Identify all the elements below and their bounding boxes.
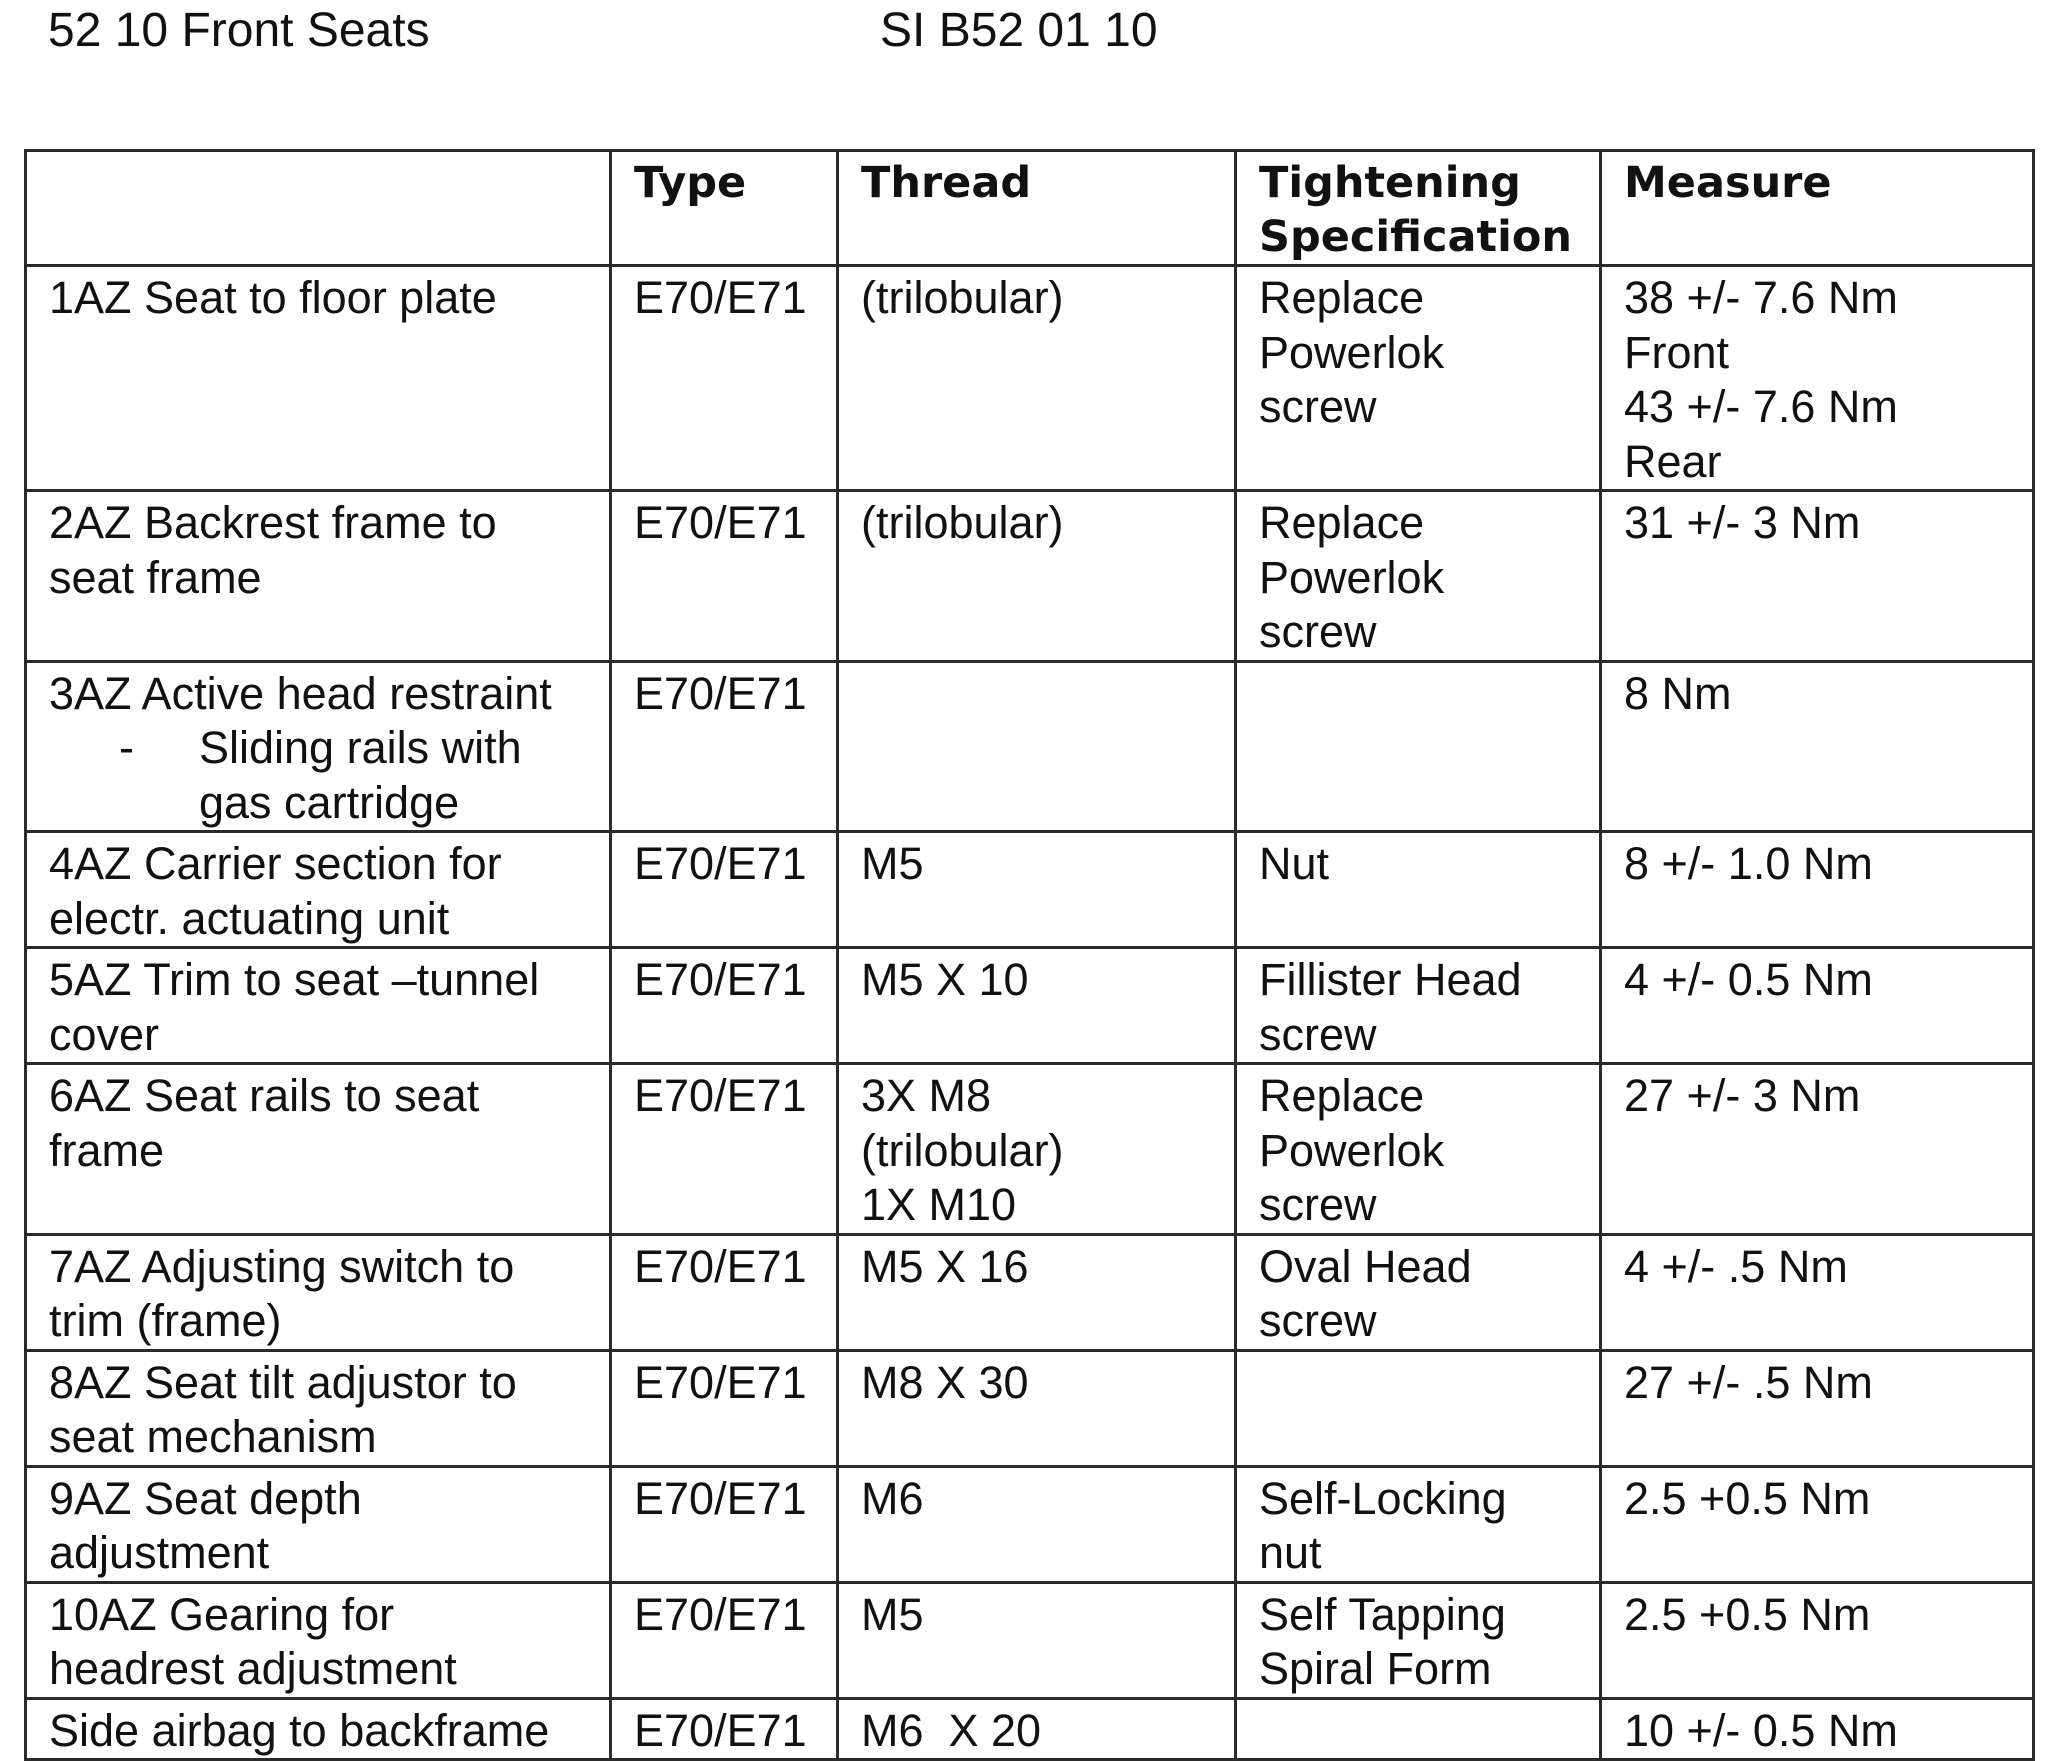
thread-cell [838, 661, 1236, 832]
cell-line: Replace [1259, 1070, 1425, 1121]
cell-line: electr. actuating unit [49, 892, 450, 944]
thread-cell [838, 1698, 1236, 1760]
cell-line: 2.5 +0.5 Nm [1624, 1472, 1871, 1524]
cell-line: 1X M10 [861, 1179, 1017, 1230]
item-cell [26, 1234, 611, 1350]
measure-cell [1601, 1466, 2034, 1582]
torque-table-container [24, 149, 2035, 1761]
cell-line: M5 X 16 [861, 1240, 1029, 1292]
measure-cell [1601, 1582, 2034, 1698]
measure-cell [1601, 491, 2034, 662]
item-cell [26, 266, 611, 491]
cell-line: M8 X 30 [861, 1356, 1029, 1408]
cell-line: M5 [861, 1588, 924, 1640]
cell-line: 27 +/- 3 Nm [1624, 1070, 1861, 1121]
measure-cell [1601, 661, 2034, 832]
cell-line: M5 X 10 [861, 954, 1029, 1005]
cell-line: frame [49, 1124, 165, 1176]
thread-cell [838, 948, 1236, 1064]
cell-line: 9AZ Seat depth [49, 1472, 362, 1524]
spec-cell [1236, 1234, 1601, 1350]
table-header-row [26, 151, 2034, 266]
spec-cell [1236, 661, 1601, 832]
column-header-type: Type [611, 151, 838, 266]
table-row [26, 948, 2034, 1064]
cell-line: Fillister Head [1259, 954, 1522, 1005]
cell-line: 3AZ Active head restraint [49, 667, 552, 719]
item-cell [26, 1350, 611, 1466]
cell-line: M5 [861, 838, 924, 889]
cell-line: 8 Nm [1624, 667, 1732, 719]
column-header-tightening-specification [1236, 151, 1601, 266]
cell-line: Self-Locking [1259, 1472, 1507, 1524]
type-cell: E70/E71 [611, 1698, 838, 1760]
cell-line: trim (frame) [49, 1295, 282, 1346]
spec-cell [1236, 832, 1601, 948]
thread-cell [838, 1234, 1236, 1350]
table-row [26, 1466, 2034, 1582]
measure-cell [1601, 1350, 2034, 1466]
measure-cell [1601, 1698, 2034, 1760]
cell-line: 5AZ Trim to seat –tunnel [49, 954, 540, 1005]
cell-line: 10 +/- 0.5 Nm [1624, 1704, 1898, 1756]
cell-line: Powerlok [1259, 551, 1445, 603]
cell-line: 6AZ Seat rails to seat [49, 1070, 480, 1121]
type-cell: E70/E71 [611, 1466, 838, 1582]
cell-line: cover [49, 1008, 160, 1060]
column-header-measure: Measure [1601, 151, 2034, 266]
cell-line: 8 +/- 1.0 Nm [1624, 838, 1873, 889]
cell-line: Front [1624, 326, 1730, 378]
cell-line: screw [1259, 1008, 1377, 1060]
document-number: SI B52 01 10 [880, 4, 1158, 57]
measure-cell [1601, 1064, 2034, 1235]
cell-line: Side airbag to backframe [49, 1704, 550, 1756]
cell-line: 1AZ Seat to floor plate [49, 272, 497, 323]
type-cell: E70/E71 [611, 832, 838, 948]
spec-cell [1236, 1064, 1601, 1235]
cell-line: Replace [1259, 272, 1425, 323]
sub-item [49, 721, 599, 830]
cell-line: screw [1259, 1295, 1377, 1346]
cell-line: Oval Head [1259, 1240, 1472, 1292]
cell-line: seat mechanism [49, 1411, 377, 1462]
cell-line: 2.5 +0.5 Nm [1624, 1588, 1871, 1640]
header-line: Tightening [1259, 158, 1521, 208]
item-cell [26, 1582, 611, 1698]
cell-line: screw [1259, 1179, 1377, 1230]
item-cell [26, 1064, 611, 1235]
item-cell [26, 661, 611, 832]
type-cell: E70/E71 [611, 491, 838, 662]
type-cell: E70/E71 [611, 661, 838, 832]
cell-line: Powerlok [1259, 326, 1445, 378]
header-line: Specification [1259, 212, 1572, 262]
table-row [26, 1234, 2034, 1350]
type-cell: E70/E71 [611, 948, 838, 1064]
table-row [26, 661, 2034, 832]
thread-cell [838, 491, 1236, 662]
cell-line: screw [1259, 606, 1377, 657]
cell-line: headrest adjustment [49, 1643, 457, 1694]
spec-cell [1236, 1466, 1601, 1582]
cell-line: (trilobular) [861, 497, 1064, 548]
cell-line: Self Tapping [1259, 1588, 1506, 1640]
column-header-thread: Thread [838, 151, 1236, 266]
measure-cell [1601, 832, 2034, 948]
spec-cell [1236, 1350, 1601, 1466]
table-row [26, 1582, 2034, 1698]
torque-spec-table [24, 149, 2035, 1761]
item-cell [26, 1698, 611, 1760]
spec-cell [1236, 948, 1601, 1064]
cell-line: M6 [861, 1472, 924, 1524]
measure-cell [1601, 1234, 2034, 1350]
cell-line: 10AZ Gearing for [49, 1588, 395, 1640]
thread-cell [838, 1350, 1236, 1466]
measure-cell [1601, 948, 2034, 1064]
thread-cell [838, 1582, 1236, 1698]
item-cell [26, 948, 611, 1064]
cell-line: Sliding rails with [199, 722, 522, 773]
measure-cell [1601, 266, 2034, 491]
item-cell [26, 832, 611, 948]
item-cell [26, 491, 611, 662]
table-row [26, 1064, 2034, 1235]
cell-line: M6 X 20 [861, 1704, 1042, 1756]
item-cell [26, 1466, 611, 1582]
table-row [26, 491, 2034, 662]
type-cell: E70/E71 [611, 1234, 838, 1350]
table-row [26, 832, 2034, 948]
cell-line: 4AZ Carrier section for [49, 838, 502, 889]
spec-cell [1236, 491, 1601, 662]
sub-item-text [199, 721, 599, 830]
sub-item-dash: - [119, 722, 134, 773]
cell-line: 43 +/- 7.6 Nm [1624, 381, 1898, 432]
table-row [26, 1350, 2034, 1466]
section-title: 52 10 Front Seats [48, 4, 430, 57]
type-cell: E70/E71 [611, 1064, 838, 1235]
cell-line: Nut [1259, 838, 1330, 889]
cell-line: gas cartridge [199, 776, 460, 828]
cell-line: 2AZ Backrest frame to [49, 497, 497, 548]
cell-line: (trilobular) [861, 272, 1064, 323]
type-cell: E70/E71 [611, 1350, 838, 1466]
cell-line: 7AZ Adjusting switch to [49, 1240, 515, 1292]
thread-cell [838, 1064, 1236, 1235]
spec-cell [1236, 1698, 1601, 1760]
page-header [0, 0, 2053, 120]
cell-line: (trilobular) [861, 1124, 1064, 1176]
cell-line: 27 +/- .5 Nm [1624, 1356, 1873, 1408]
type-cell: E70/E71 [611, 266, 838, 491]
cell-line: 4 +/- 0.5 Nm [1624, 954, 1873, 1005]
cell-line: 4 +/- .5 Nm [1624, 1240, 1848, 1292]
cell-line: adjustment [49, 1527, 270, 1578]
spec-cell [1236, 1582, 1601, 1698]
cell-line: 38 +/- 7.6 Nm [1624, 272, 1898, 323]
cell-line: seat frame [49, 551, 262, 603]
thread-cell [838, 266, 1236, 491]
cell-line: Powerlok [1259, 1124, 1445, 1176]
cell-line: Spiral Form [1259, 1643, 1492, 1694]
cell-line: 8AZ Seat tilt adjustor to [49, 1356, 517, 1408]
column-header-item [26, 151, 611, 266]
thread-cell [838, 832, 1236, 948]
table-row [26, 1698, 2034, 1760]
cell-line: 31 +/- 3 Nm [1624, 497, 1861, 548]
cell-line: screw [1259, 381, 1377, 432]
spec-cell [1236, 266, 1601, 491]
cell-line: nut [1259, 1527, 1322, 1578]
cell-line: 3X M8 [861, 1070, 992, 1121]
table-row [26, 266, 2034, 491]
thread-cell [838, 1466, 1236, 1582]
type-cell: E70/E71 [611, 1582, 838, 1698]
cell-line: Replace [1259, 497, 1425, 548]
cell-line: Rear [1624, 435, 1722, 487]
